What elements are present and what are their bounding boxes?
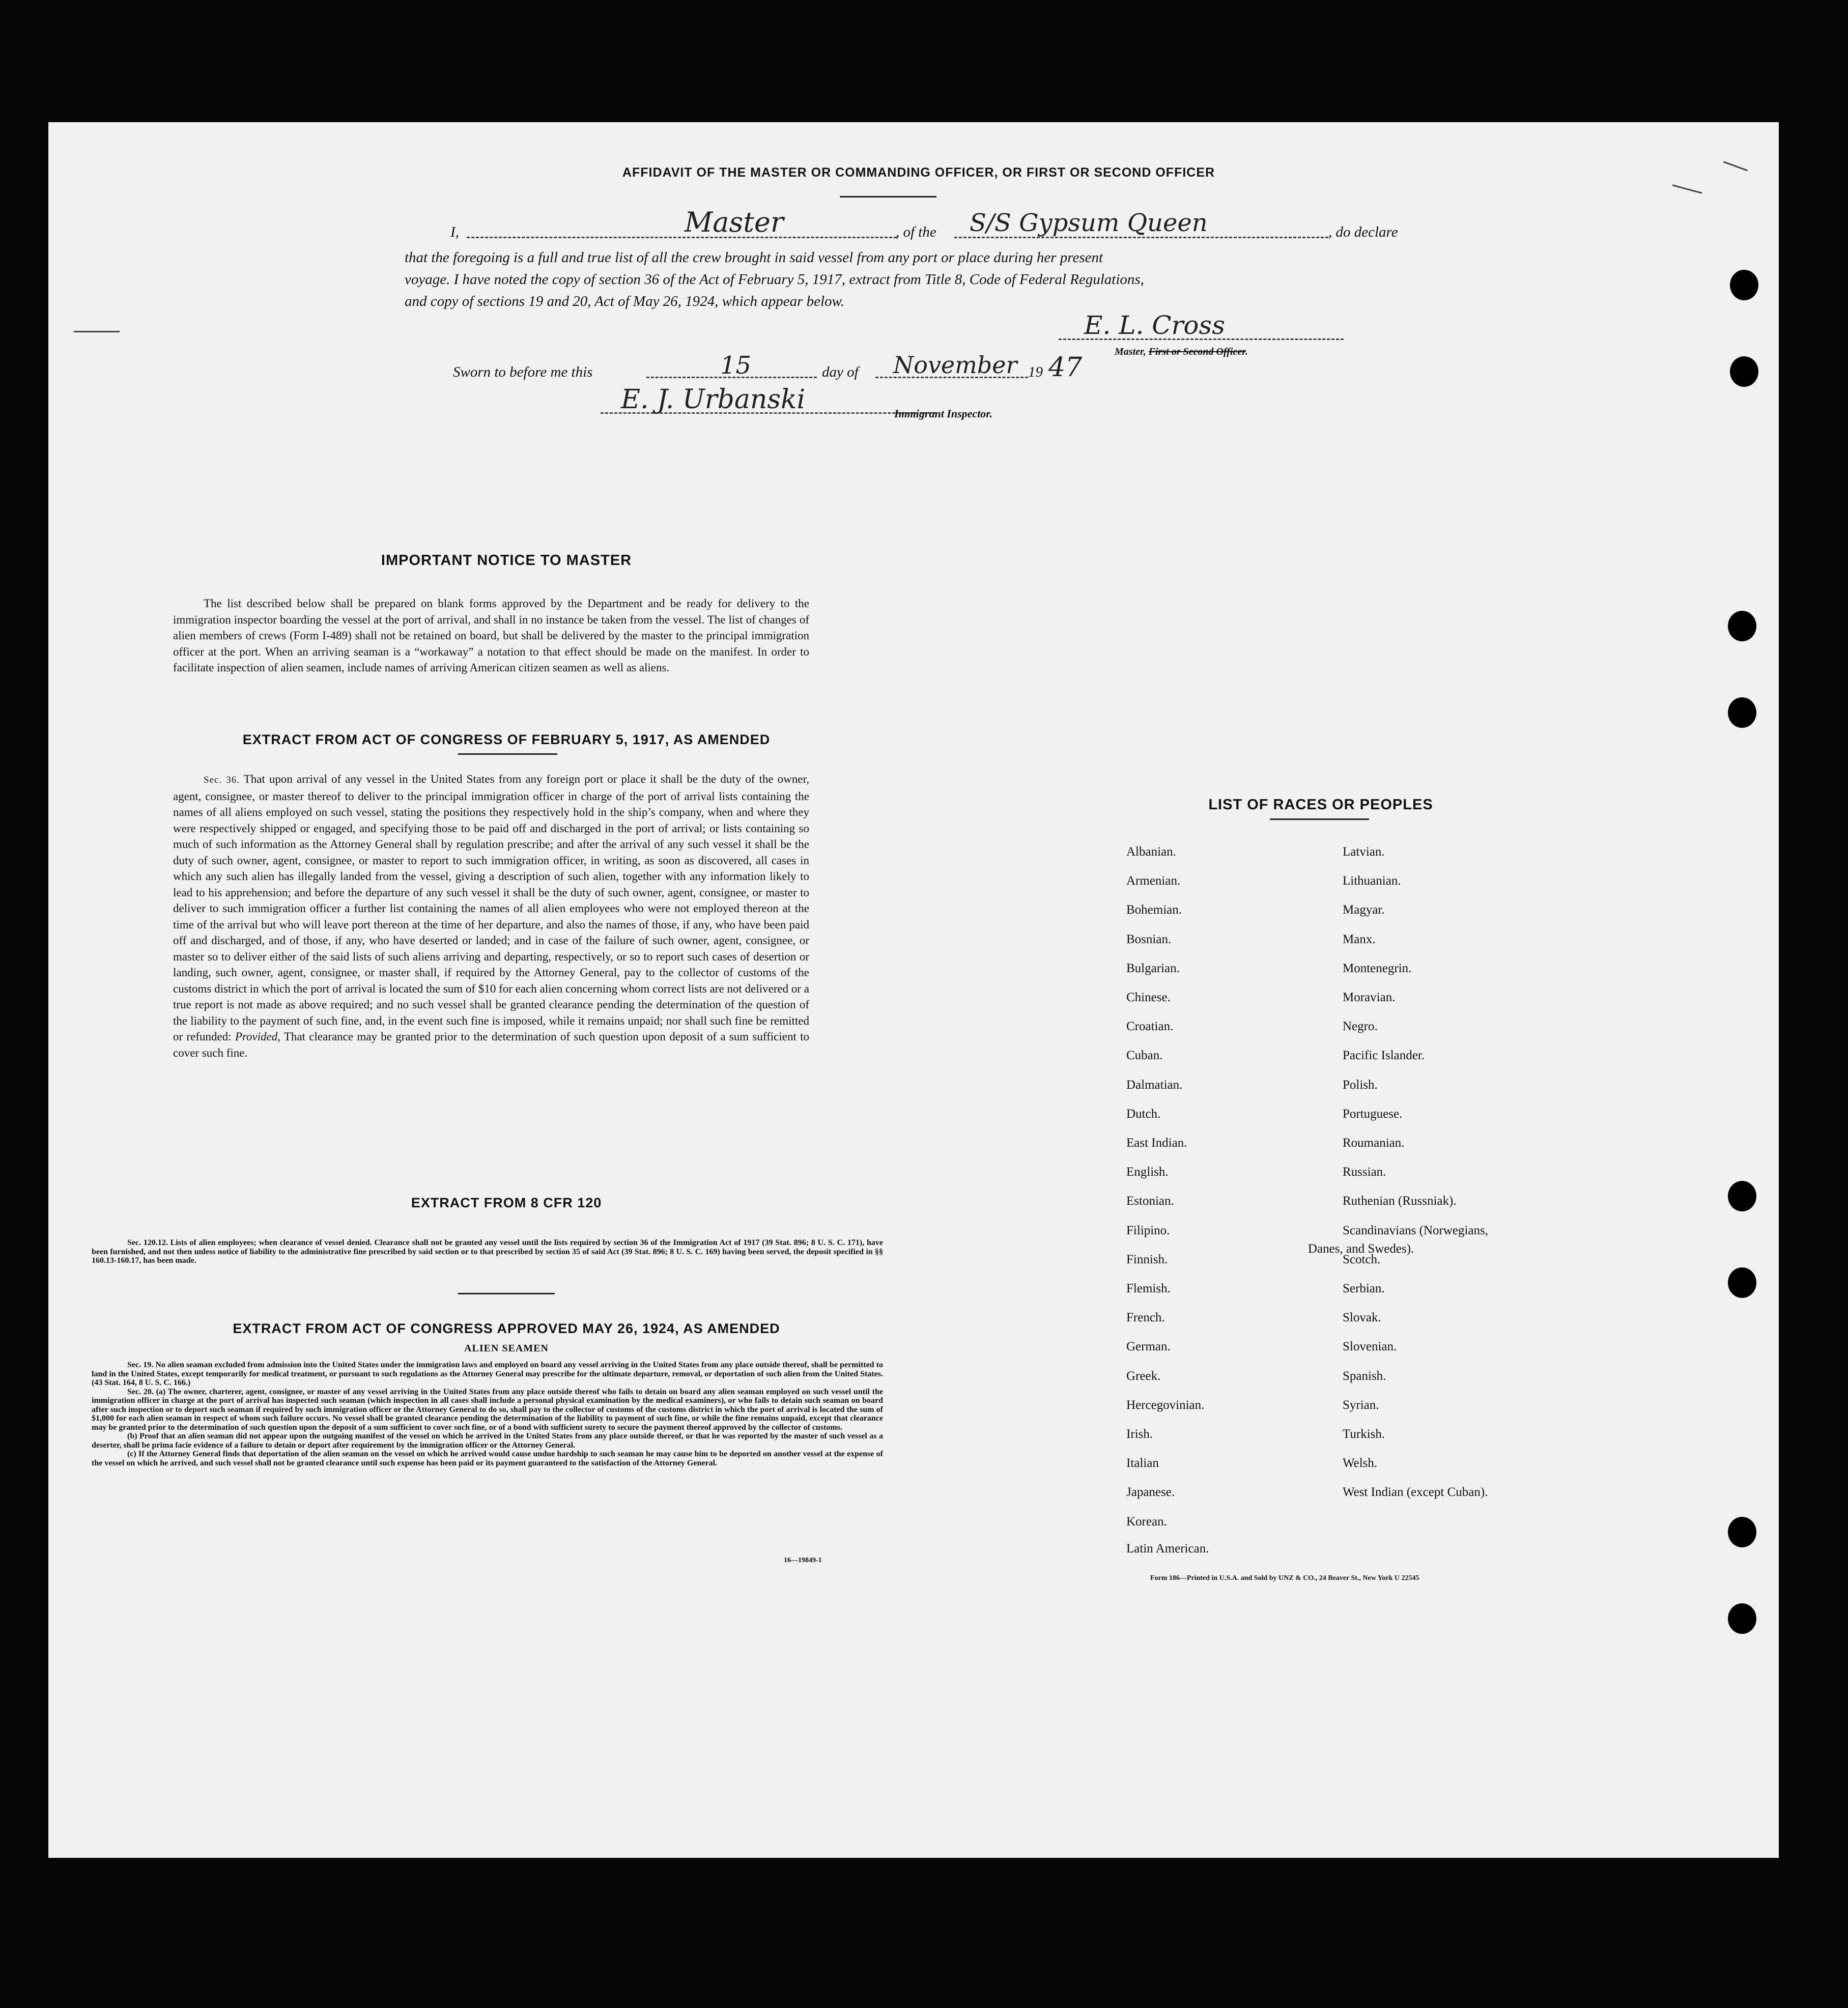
declaration-text <box>405 247 1458 313</box>
scan-mark <box>74 331 120 332</box>
race-item: Slovenian. <box>1343 1340 1397 1354</box>
alien-seamen-text <box>92 1361 883 1467</box>
i-label: I, <box>450 224 459 240</box>
document-page <box>48 122 1779 1858</box>
master-signature: E. L. Cross <box>1084 310 1225 340</box>
punch-hole <box>1728 1603 1756 1634</box>
race-item: Albanian. <box>1126 845 1176 859</box>
year-prefix: 19 <box>1028 364 1043 380</box>
race-item: Bosnian. <box>1126 932 1172 946</box>
section-20b-text: (b) Proof that an alien seaman did not appear upon the outgoing manifest of the vessel on which he arrived in the United States from any place outside thereof, or that he was reported by the master of such vessel as a deserter, shall be prima facie evidence of a failure to detain or deport after requirement by the immigration officer or the Attorney General. <box>92 1432 883 1450</box>
section-36-text <box>173 771 809 1061</box>
race-item: Negro. <box>1343 1020 1378 1034</box>
notice-text: The list described below shall be prepared on blank forms approved by the Department and be ready for delivery to the immigration inspector boarding the vessel at the port of arrival, and shall in no instance be taken from the vessel. The list of changes of alien members of crews (Form I-489) shall not be retained on board, but shall be delivered by the master to the principal immigration officer at the port. When an arriving seaman is a “workaway” a notation to that effect should be made on the manifest. In order to facilitate inspection of alien seamen, include names of arriving American citizen seamen as well as aliens. <box>173 597 809 674</box>
extract-1924-title: EXTRACT FROM ACT OF CONGRESS APPROVED MAY 26, 1924, AS AMENDED <box>233 1321 780 1336</box>
race-item: Portuguese. <box>1343 1107 1403 1121</box>
punch-hole <box>1728 1267 1756 1298</box>
extract-cfr-title: EXTRACT FROM 8 CFR 120 <box>411 1195 602 1210</box>
extract-1917-title: EXTRACT FROM ACT OF CONGRESS OF FEBRUARY 5, 1917, AS AMENDED <box>242 732 771 747</box>
race-item: Bohemian. <box>1126 903 1182 917</box>
master-caption: Master, First or Second Officer. <box>1115 346 1248 357</box>
day-handwritten: 15 <box>720 351 752 380</box>
section-36-body: That upon arrival of any vessel in the United States from any foreign port or place it shall be the duty of the owner, agent, consignee, or master thereof to deliver to the principal immigration officer in charge of the port of arrival lists containing the names of all aliens employed on such vessel, stating the positions they respectively hold in the ship’s company, when and where they were respectively shipped or engaged, and specifying those to be paid off and discharged in the port of arrival; or lists containing so much of such information as the Attorney General shall by regulation prescribe; and after the arrival of any such vessel it shall be the duty of such owner, agent, consignee, or master to report to such immigration officer, in writing, as soon as discovered, all cases in which any such alien has illegally landed from the vessel, giving a description of such alien, together with any information likely to lead to his apprehension; and before the departure of any such vessel it shall be the duty of such owner, agent, consignee, or master to deliver to such immigration officer a further list containing the names of all alien employees who were not employed thereon at the time of the arrival but who will leave port thereon at the time of her departure, and also the names of those, if any, who have been paid off and discharged, and of those, if any, who have deserted or landed; and in case of the failure of such owner, agent, consignee, or master so to deliver either of the said lists of such aliens arriving and departing, respectively, or so to report such cases of desertion or landing, such owner, agent, consignee, or master shall, if required by the Attorney General, pay to the collector of customs of the customs district in which the port of arrival is located the sum of $10 for each alien concerning whom correct lists are not delivered or a true report is not made as above required; and no such vessel shall be granted clearance pending the determination of the question of the liability to the payment of such fine, and, in the event such fine is imposed, while it remains unpaid; nor shall such fine be remitted or refunded: <box>173 773 809 1043</box>
race-item: Italian <box>1126 1456 1159 1470</box>
race-item: Magyar. <box>1343 903 1385 917</box>
declaration-line-3: and copy of sections 19 and 20, Act of May 26, 1924, which appear below. <box>405 293 844 309</box>
race-item: Croatian. <box>1126 1020 1174 1034</box>
punch-hole <box>1728 611 1756 641</box>
punch-hole <box>1728 1181 1756 1211</box>
provided-label: Provided, <box>235 1030 281 1043</box>
declaration-line-2: voyage. I have noted the copy of section 36 of the Act of February 5, 1917, extract from Title 8, Code of Federal Regulations, <box>405 271 1144 288</box>
race-item: Roumanian. <box>1343 1136 1405 1150</box>
race-item: Scotch. <box>1343 1252 1381 1266</box>
year-handwritten: 47 <box>1048 352 1083 383</box>
struck-caption-text: First or Second Officer <box>1148 346 1245 357</box>
month-handwritten: November <box>893 351 1017 379</box>
race-item: Estonian. <box>1126 1194 1174 1208</box>
section-19-text: Sec. 19. No alien seaman excluded from admission into the United States under the immigration laws and employed on board any vessel arriving in the United States from any place outside thereof, shall be permitted to land in the United States, except temporarily for medical treatment, or pursuant to such regulations as the Attorney General may prescribe for the ultimate departure, removal, or deportation of such alien from the United States. (43 Stat. 164, 8 U. S. C. 166.) <box>92 1361 883 1387</box>
race-item: Scandinavians (Norwegians, <box>1343 1223 1489 1237</box>
race-item: Montenegrin. <box>1343 961 1412 975</box>
race-item: Irish. <box>1126 1427 1153 1441</box>
punch-hole <box>1728 1517 1756 1547</box>
races-title: LIST OF RACES OR PEOPLES <box>1208 797 1433 813</box>
cfr-text: Sec. 120.12. Lists of alien employees; when clearance of vessel denied. Clearance shall not be granted any vessel until the lists required by section 36 of the Immigration Act of 1917 (39 Stat. 896; 8 U. S. C. 171), have been furnished, and not then unless notice of liability to the administrative fine prescribed by said section or to that prescribed by section 35 of said Act (39 Stat. 896; 8 U. S. C. 169) having been served, the deposit specified in §§ 160.13-160.17, has been made. <box>92 1238 883 1265</box>
punch-hole <box>1730 270 1758 300</box>
race-item: Japanese. <box>1126 1485 1175 1500</box>
sworn-label: Sworn to before me this <box>453 364 593 380</box>
race-item: West Indian (except Cuban). <box>1343 1485 1488 1500</box>
race-item: Korean. <box>1126 1514 1167 1529</box>
race-item: French. <box>1126 1311 1165 1325</box>
name-line <box>467 237 897 238</box>
race-item: Chinese. <box>1126 991 1171 1004</box>
scan-mark <box>1723 161 1748 172</box>
race-item: Turkish. <box>1343 1427 1385 1441</box>
affidavit-title: AFFIDAVIT OF THE MASTER OR COMMANDING OFFICER, OR FIRST OR SECOND OFFICER <box>622 165 1215 180</box>
race-item: Ruthenian (Russniak). <box>1343 1194 1457 1208</box>
race-item: Cuban. <box>1126 1049 1163 1063</box>
race-item: Bulgarian. <box>1126 961 1180 975</box>
footer-form-note: Form 186—Printed in U.S.A. and Sold by UNZ & CO., 24 Beaver St., New York U 22545 <box>1150 1574 1419 1582</box>
race-item: Moravian. <box>1343 991 1396 1004</box>
section-20c-text: (c) If the Attorney General finds that deportation of the alien seaman on the vessel on which he arrived would cause undue hardship to such seaman he may cause him to be deported on another vessel at the expense of the vessel on which he arrived, and such vessel shall not be granted clearance until such expense has been paid or its payment guaranteed to the satisfaction of the Attorney General. <box>92 1450 883 1467</box>
section-20a-text: Sec. 20. (a) The owner, charterer, agent, consignee, or master of any vessel arriving in the United States from any place outside thereof who fails to detain on board any alien seaman employed on such vessel until the immigration officer in charge at the port of arrival has inspected such seaman (which inspection in all cases shall include a personal physical examination by the medical examiners), or who fails to detain such seaman on board after such inspection or to deport such seaman if required by such immigration officer or the Attorney General to do so, shall pay to the collector of customs of the customs district in which the port of arrival is located the sum of $1,000 for each alien seaman in respect of whom such failure occurs. No vessel shall be granted clearance pending the determination of the liability to payment of such fine, or while the fine remains unpaid, except that clearance may be granted prior to the determination of such question upon the deposit of a sum sufficient to cover such fine, or of a bond with sufficient surety to secure the payment thereof approved by the collector of customs. <box>92 1387 883 1432</box>
form-number: 16—19849-1 <box>784 1557 822 1564</box>
race-item: Dutch. <box>1126 1107 1161 1121</box>
race-item: Serbian. <box>1343 1282 1385 1295</box>
race-item: Welsh. <box>1343 1456 1378 1470</box>
race-item: Polish. <box>1343 1078 1378 1092</box>
of-the-label: , of the <box>896 224 936 240</box>
race-item: Lithuanian. <box>1343 874 1401 888</box>
do-declare-label: , do declare <box>1328 224 1398 240</box>
race-item: Hercegovinian. <box>1126 1398 1205 1412</box>
race-item: English. <box>1126 1165 1169 1179</box>
race-item: German. <box>1126 1340 1171 1354</box>
divider <box>458 1293 555 1294</box>
race-item: East Indian. <box>1126 1136 1187 1150</box>
divider <box>1270 818 1369 820</box>
race-item: Pacific Islander. <box>1343 1049 1425 1063</box>
race-item: Syrian. <box>1343 1398 1379 1412</box>
provided-text: That clearance may be granted prior to the determination of such question upon deposit of a sum sufficient to cover such fine. <box>173 1030 809 1059</box>
declaration-line-1: that the foregoing is a full and true list of all the crew brought in said vessel from any port or place during her present <box>405 249 1103 266</box>
race-item: Greek. <box>1126 1369 1161 1383</box>
race-item: Russian. <box>1343 1165 1386 1179</box>
master-caption-text: Master, <box>1115 346 1146 357</box>
divider <box>458 753 557 755</box>
race-item: Manx. <box>1343 932 1376 946</box>
day-of-label: day of <box>822 364 859 380</box>
race-item: Armenian. <box>1126 874 1181 888</box>
scan-mark <box>1672 184 1702 193</box>
master-signature-line <box>1059 338 1344 340</box>
race-item: Slovak. <box>1343 1311 1381 1325</box>
name-handwritten: Master <box>685 206 784 238</box>
race-item: Spanish. <box>1343 1369 1386 1383</box>
vessel-handwritten: S/S Gypsum Queen <box>970 209 1208 237</box>
race-item: Flemish. <box>1126 1282 1171 1295</box>
alien-seamen-subtitle: ALIEN SEAMEN <box>464 1343 549 1354</box>
divider <box>840 196 936 197</box>
section-36-label: Sec. 36. <box>204 775 240 785</box>
inspector-signature: E. J. Urbanski <box>621 384 806 415</box>
punch-hole <box>1730 356 1758 387</box>
punch-hole <box>1728 697 1756 728</box>
inspector-caption: Immigrant Inspector. <box>894 407 993 420</box>
race-item: Filipino. <box>1126 1223 1170 1237</box>
notice-title: IMPORTANT NOTICE TO MASTER <box>381 552 632 569</box>
race-item: Finnish. <box>1126 1252 1168 1266</box>
race-item: Latvian. <box>1343 845 1385 859</box>
race-item: Dalmatian. <box>1126 1078 1183 1092</box>
race-item: Danes, and Swedes). <box>1308 1242 1414 1256</box>
race-item: Latin American. <box>1126 1541 1209 1556</box>
